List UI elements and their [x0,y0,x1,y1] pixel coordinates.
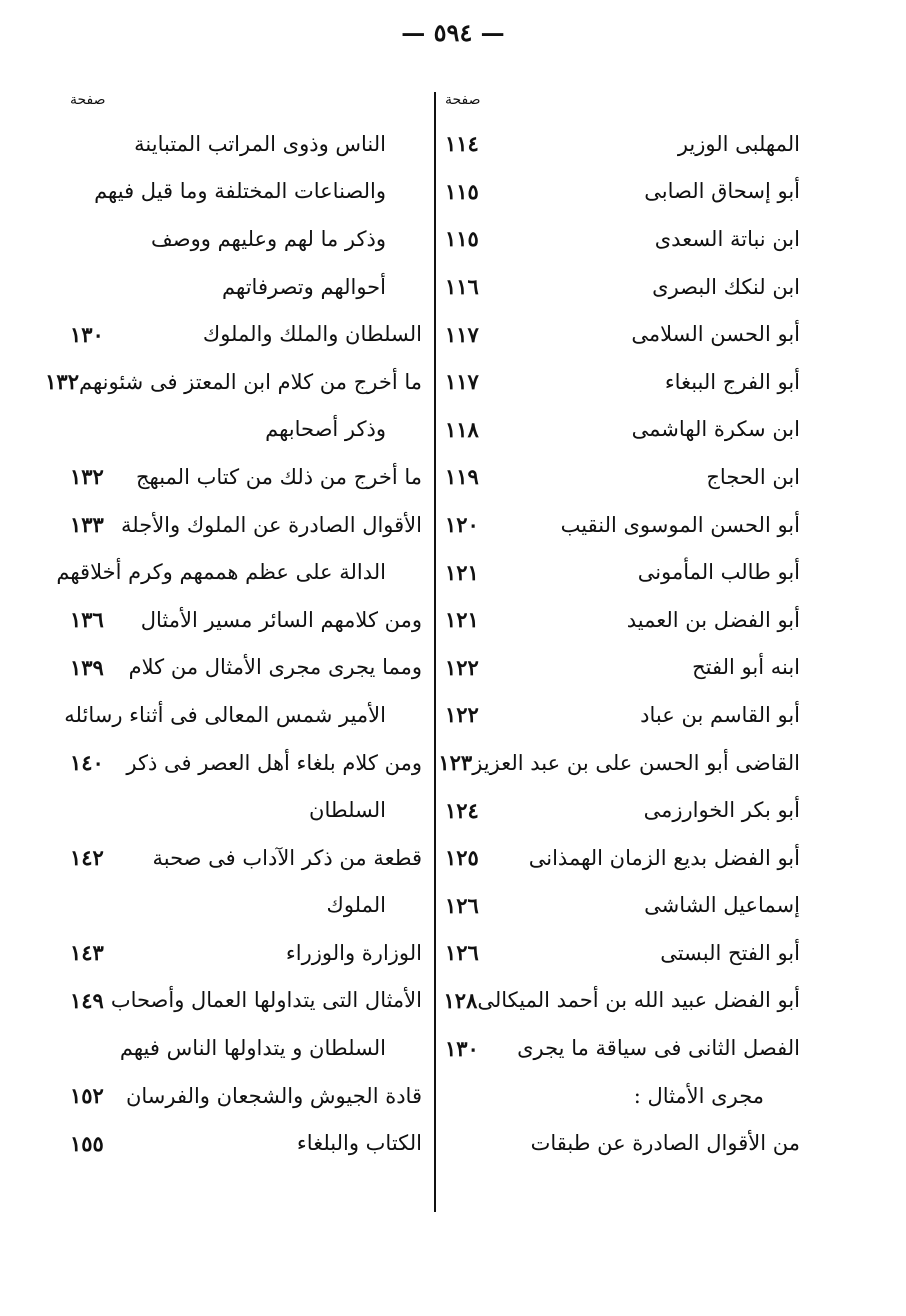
entry-title: السلطان [309,798,386,823]
entry-title: أبو بكر الخوارزمى [643,798,800,823]
entry-title: ومن كلام بلغاء أهل العصر فى ذكر [126,750,422,775]
entry-page: ١٢١ [445,607,479,633]
toc-entry [70,120,422,168]
entry-title: ابنه أبو الفتح [692,655,800,680]
entry-title: مجرى الأمثال : [633,1083,764,1108]
entry-page: ١٢٢ [445,702,479,728]
entry-title: ابن الحجاج [706,464,800,489]
toc-entry [445,310,800,358]
entry-title: أبو القاسم بن عباد [640,702,800,727]
toc-entry [445,1024,800,1072]
entry-page: ١٣٢ [70,464,104,490]
entry-title: الدالة على عظم هممهم وكرم أخلاقهم [56,560,386,585]
entry-page: ١٤٩ [70,987,104,1013]
entry-title: ابن نباتة السعدى [654,226,800,251]
toc-entry [445,834,800,882]
entry-page: ١١٩ [445,464,479,490]
entry-page: ١٢١ [445,559,479,585]
entry-title: ابن سكرة الهاشمى [631,417,800,442]
entry-title: قطعة من ذكر الآداب فى صحبة [152,845,422,870]
entry-page: ١١٦ [445,274,479,300]
toc-entry [70,1024,422,1072]
toc-entry [445,215,800,263]
entry-page: ١١٧ [445,369,479,395]
entry-title: الأمثال التى يتداولها العمال وأصحاب [110,988,422,1013]
toc-entry [64,691,422,739]
toc-entry [70,406,422,454]
entry-page: ١٥٥ [70,1130,104,1156]
toc-entry [445,263,800,311]
toc-entry [70,739,422,787]
toc-entry [70,644,422,692]
entry-title: المهلبى الوزير [677,131,800,156]
toc-entry [445,929,800,977]
entry-page: ١٢٨ [443,987,478,1013]
toc-entry [70,215,422,263]
entry-page: ١٢٦ [445,940,479,966]
entry-page: ١١٥ [445,178,479,204]
entry-page: ١١٧ [445,321,479,347]
toc-entry [445,1119,800,1167]
toc-entry [70,977,422,1025]
entry-title: ما أخرج من ذلك من كتاب المبهج [135,464,422,489]
entry-title: أبو إسحاق الصابى [644,179,800,204]
toc-entry [445,786,800,834]
entry-title: السلطان و يتداولها الناس فيهم [119,1036,386,1061]
entry-page: ١١٥ [445,226,479,252]
toc-entry [70,1072,422,1120]
toc-entry [438,739,800,787]
entry-title: أبو الفضل بن العميد [626,607,800,632]
entry-page: ١٤٠ [70,750,104,776]
entry-title: أبو الحسن السلامى [631,322,800,347]
toc-entry [445,501,800,549]
entry-title: وذكر ما لهم وعليهم ووصف [151,226,386,251]
toc-entry [445,596,800,644]
entry-page: ١٣٠ [70,321,104,347]
entry-page: ١٣٣ [70,512,104,538]
toc-entry [445,453,800,501]
toc-entry [445,644,800,692]
entry-page: ١٢٢ [445,654,479,680]
entry-title: ومن كلامهم السائر مسير الأمثال [140,607,422,632]
entry-page: ١٤٣ [70,940,104,966]
entry-title: أبو الفضل عبيد الله بن أحمد الميكالى [477,988,800,1013]
entry-title: الأقوال الصادرة عن الملوك والأجلة [121,512,422,537]
entry-page: ١٢٥ [445,845,479,871]
entry-title: أبو الفتح البستى [660,940,800,965]
entry-page: ١١٤ [445,131,479,157]
toc-entry [70,1119,422,1167]
entry-title: ومما يجرى مجرى الأمثال من كلام [128,655,422,680]
entry-title: ما أخرج من كلام ابن المعتز فى شئونهم [78,369,422,394]
entry-page: ١٢٣ [438,750,473,776]
entry-title: من الأقوال الصادرة عن طبقات [530,1131,800,1156]
entry-page: ١٢٤ [445,797,479,823]
entry-title: والصناعات المختلفة وما قيل فيهم [94,179,386,204]
toc-entry [70,310,422,358]
entry-title: ابن لنكك البصرى [652,274,800,299]
toc-entry [70,596,422,644]
toc-entry [56,548,422,596]
toc-entry [445,691,800,739]
toc-entry [445,548,800,596]
entry-title: القاضى أبو الحسن على بن عبد العزيز [472,750,800,775]
entry-title: الأمير شمس المعالى فى أثناء رسائله [64,702,386,727]
entry-page: ١٣٠ [445,1035,479,1061]
entry-title: أبو الفضل بديع الزمان الهمذانى [528,845,800,870]
toc-entry [445,406,800,454]
entry-page: ١٣٢ [45,369,79,395]
toc-entry [445,358,800,406]
left-column [45,120,422,1167]
entry-page: ١٥٢ [70,1083,104,1109]
toc-entry [445,168,800,216]
toc-entry [445,977,800,1025]
toc-entry [445,882,800,930]
toc-entry [70,834,422,882]
entry-page: ١٢٦ [445,892,479,918]
entry-title: وذكر أصحابهم [265,417,386,442]
toc-entry [445,120,800,168]
entry-title: قادة الجيوش والشجعان والفرسان [125,1083,422,1108]
entry-title: الناس وذوى المراتب المتباينة [134,131,386,156]
entry-title: الملوك [326,893,386,918]
toc-entry [70,263,422,311]
entry-title: أبو الفرج الببغاء [664,369,800,394]
entry-page: ١٤٢ [70,845,104,871]
entry-title: أحوالهم وتصرفاتهم [222,274,386,299]
entry-title: الفصل الثانى فى سياقة ما يجرى [517,1036,800,1061]
toc-entry [70,929,422,977]
entry-page: ١٣٩ [70,654,104,680]
toc-entry [45,358,422,406]
entry-title: الوزارة والوزراء [285,940,422,965]
left-column-page-header: صفحة [70,92,106,108]
entry-page: ١١٨ [445,416,479,442]
toc-entry [70,501,422,549]
toc-entry [70,168,422,216]
column-divider [434,92,436,1212]
entry-page: ١٢٠ [445,512,479,538]
entry-title: الكتاب والبلغاء [296,1131,422,1156]
toc-entry [70,882,422,930]
right-column [438,120,800,1167]
entry-title: السلطان والملك والملوك [202,322,422,347]
right-column-page-header: صفحة [445,92,481,108]
toc-entry [70,453,422,501]
toc-entry [70,786,422,834]
entry-page: ١٣٦ [70,607,104,633]
page-number: — ٥٩٤ — [401,18,505,47]
entry-title: أبو الحسن الموسوى النقيب [560,512,800,537]
entry-title: إسماعيل الشاشى [644,893,800,918]
toc-entry [445,1072,800,1120]
entry-title: أبو طالب المأمونى [637,560,800,585]
